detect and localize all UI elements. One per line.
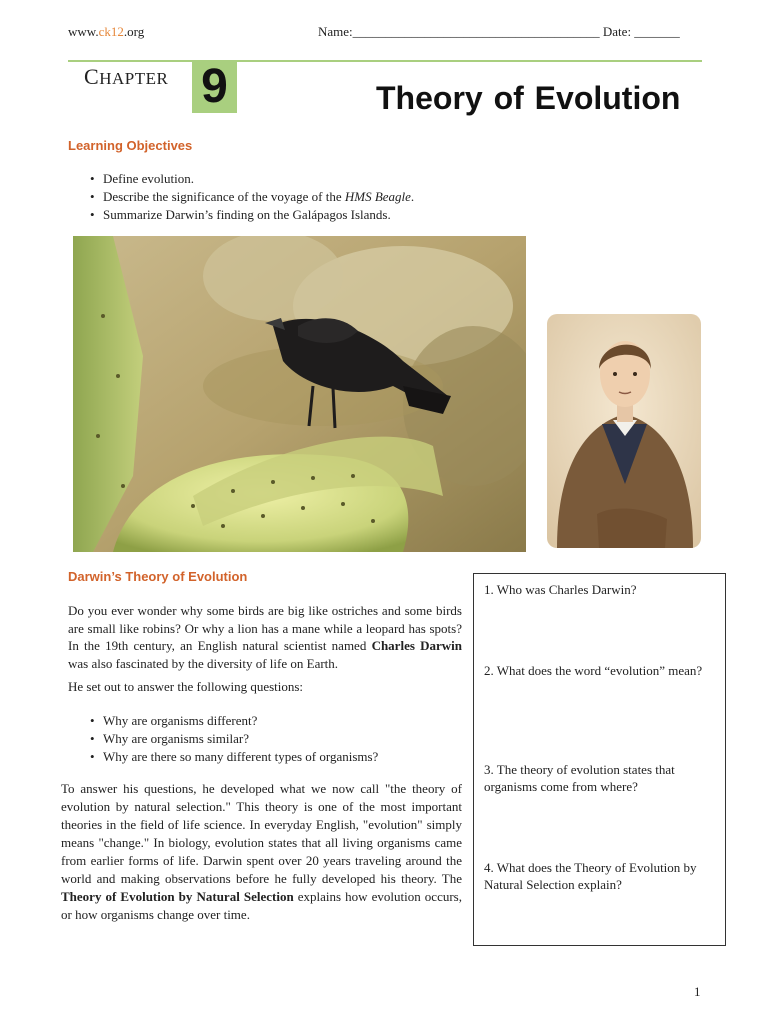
learning-objectives-heading: Learning Objectives [68, 138, 193, 153]
list-item: • Describe the significance of the voyage of the HMS Beagle. [90, 188, 414, 206]
question-1: 1. Who was Charles Darwin? [484, 582, 637, 597]
question-3: 3. The theory of evolution states that organisms come from where? [484, 762, 675, 794]
header-rule [68, 60, 702, 62]
questions-lead: He set out to answer the following questions: [68, 679, 304, 694]
body-paragraph: To answer his questions, he developed what we now call "the theory of evolution by natural selection." This theory is one of the most important theories in the field of life science. In everyday English, "evolution" simply means "change." In biology, evolution states that all living organisms came from earlier forms of life. Darwin spent over 20 years traveling around the world and making observations before he fully developed his theory. The Theory of Evolution by Natural Selection explains how evolution occurs, or how organisms change over time. [61, 781, 462, 922]
worksheet-question-box [473, 573, 726, 946]
intro-paragraph: Do you ever wonder why some birds are big like ostriches and some birds are small like robins? Or why a lion has a mane while a leopard has spots? In the 19th century, an English natural scientist named Charles Darwin was also fascinated by the diversity of life on Earth. [68, 603, 463, 671]
question-4: 4. What does the Theory of Evolution by Natural Selection explain? [484, 860, 697, 892]
list-item: • Why are organisms similar? [90, 730, 378, 748]
chapter-title: Theory of Evolution [376, 80, 681, 116]
darwin-theory-heading: Darwin’s Theory of Evolution [68, 569, 248, 584]
site-url[interactable]: www.ck12.org [68, 24, 145, 39]
list-item: • Define evolution. [90, 170, 414, 188]
chapter-label: CHAPTER [84, 64, 169, 89]
darwin-questions-list [90, 712, 378, 766]
question-2: 2. What does the word “evolution” mean? [484, 663, 703, 678]
chapter-number: 9 [192, 61, 237, 113]
page-number: 1 [694, 984, 701, 999]
finch-on-cactus-photo [73, 236, 526, 552]
learning-objectives-list [90, 170, 414, 224]
list-item: • Why are there so many different types of organisms? [90, 748, 378, 766]
list-item: • Why are organisms different? [90, 712, 378, 730]
name-date-line: Name:______________________________________ Date: _______ [318, 24, 680, 39]
charles-darwin-portrait [547, 314, 701, 548]
list-item: • Summarize Darwin’s finding on the Galápagos Islands. [90, 206, 414, 224]
